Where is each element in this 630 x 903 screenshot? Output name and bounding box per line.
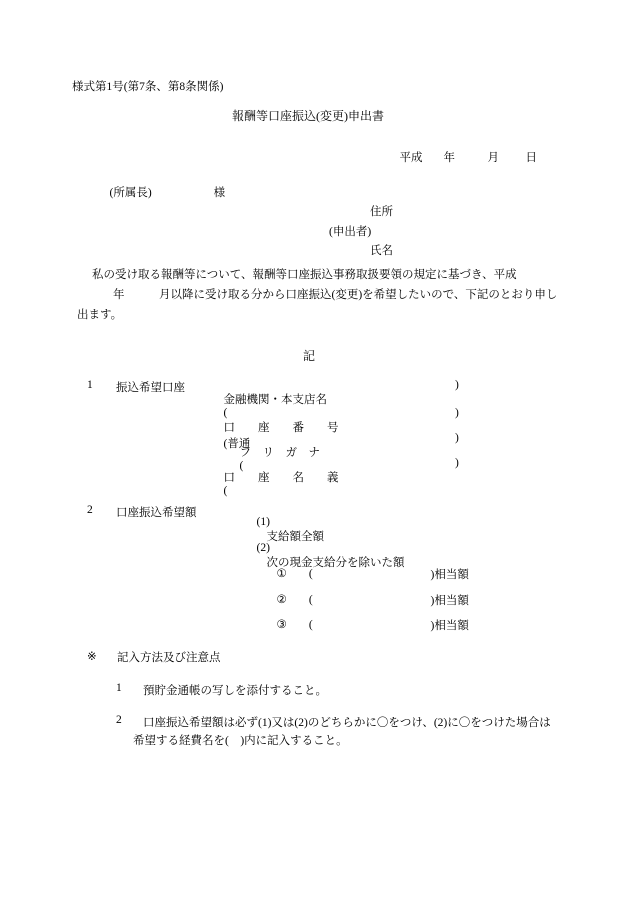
note-2-number: 2 xyxy=(116,714,122,726)
field-account-holder-label: 口 座 名 義 xyxy=(223,472,339,484)
field-furigana-close: ) xyxy=(455,432,459,444)
field-account-number-close: ) xyxy=(455,407,459,419)
section2-subitem-1-open: ( xyxy=(308,568,313,580)
body-line-3: 出ます。 xyxy=(77,309,123,321)
section2-subitem-3[interactable] xyxy=(265,605,313,643)
field-bank-name-open: ( xyxy=(223,407,228,419)
note-1-text: 預貯金通帳の写しを添付すること。 xyxy=(143,685,327,697)
field-furigana-open: ( xyxy=(239,460,244,472)
section1-label: 振込希望口座 xyxy=(116,382,185,394)
note-2-text-continued: 希望する経費名を( )内に記入すること。 xyxy=(133,735,348,747)
section2-subitem-1-close: ) xyxy=(430,569,435,581)
section1-number: 1 xyxy=(87,379,93,391)
date-month-label: 月 xyxy=(487,152,499,164)
section2-option-2-marker: (2) xyxy=(256,542,270,554)
field-account-holder[interactable] xyxy=(212,457,339,509)
section2-number: 2 xyxy=(87,504,93,516)
date-era: 平成 xyxy=(399,152,423,164)
section2-subitem-3-close-group xyxy=(419,605,469,645)
section2-subitem-1-marker: ① xyxy=(276,568,287,580)
section2-subitem-2-open: ( xyxy=(308,594,313,606)
field-bank-name-label: 金融機関・本支店名 xyxy=(223,394,327,406)
note-2-text: 口座振込希望額は必ず(1)又は(2)のどちらかに〇をつけ、(2)に〇をつけた場合は xyxy=(143,717,551,729)
ki-heading: 記 xyxy=(303,349,316,363)
section2-subitem-3-open: ( xyxy=(308,619,313,631)
section2-option-2-text: 次の現金支給分を除いた額 xyxy=(266,557,405,569)
document-title: 報酬等口座振込(変更)申出書 xyxy=(232,109,384,123)
field-account-number-label: 口 座 番 号 xyxy=(223,422,339,434)
field-furigana-label: フ リ ガ ナ xyxy=(239,447,320,459)
form-id: 様式第1号(第7条、第8条関係) xyxy=(72,81,224,93)
body-line-2: 年 月以降に受け取る分から口座振込(変更)を希望したいので、下記のとおり申し xyxy=(113,289,558,301)
notes-title: 記入方法及び注意点 xyxy=(117,652,221,664)
section2-subitem-1-suffix: 相当額 xyxy=(434,569,469,581)
date-line xyxy=(388,137,537,177)
section2-subitem-2-close: ) xyxy=(430,595,435,607)
addressee-honorific: 様 xyxy=(213,187,226,199)
note-1-number: 1 xyxy=(116,682,122,694)
field-bank-name-close: ) xyxy=(455,379,459,391)
section2-option-1-marker: (1) xyxy=(256,516,270,528)
applicant-label: (申出者) xyxy=(329,226,372,238)
section2-label: 口座振込希望額 xyxy=(116,507,197,519)
section2-subitem-2-suffix: 相当額 xyxy=(434,595,469,607)
notes-mark-icon: ※ xyxy=(87,651,97,663)
body-line-1: 私の受け取る報酬等について、報酬等口座振込事務取扱要領の規定に基づき、平成 xyxy=(92,269,517,281)
field-account-holder-open: ( xyxy=(223,485,228,497)
addressee-label: (所属長) xyxy=(109,187,152,199)
section2-subitem-3-close: ) xyxy=(430,620,435,632)
section2-subitem-3-marker: ③ xyxy=(276,619,287,631)
field-account-holder-close: ) xyxy=(455,457,459,469)
section2-option-1-text: 支給額全額 xyxy=(266,531,324,543)
date-day-label: 日 xyxy=(525,152,537,164)
addressee-line xyxy=(98,172,225,212)
field-account-number-open: (普通 xyxy=(223,438,251,450)
name-label: 氏名 xyxy=(370,245,393,257)
address-label: 住所 xyxy=(370,206,393,218)
section2-subitem-3-suffix: 相当額 xyxy=(434,620,469,632)
date-year-label: 年 xyxy=(443,152,455,164)
section2-subitem-2-marker: ② xyxy=(276,594,287,606)
